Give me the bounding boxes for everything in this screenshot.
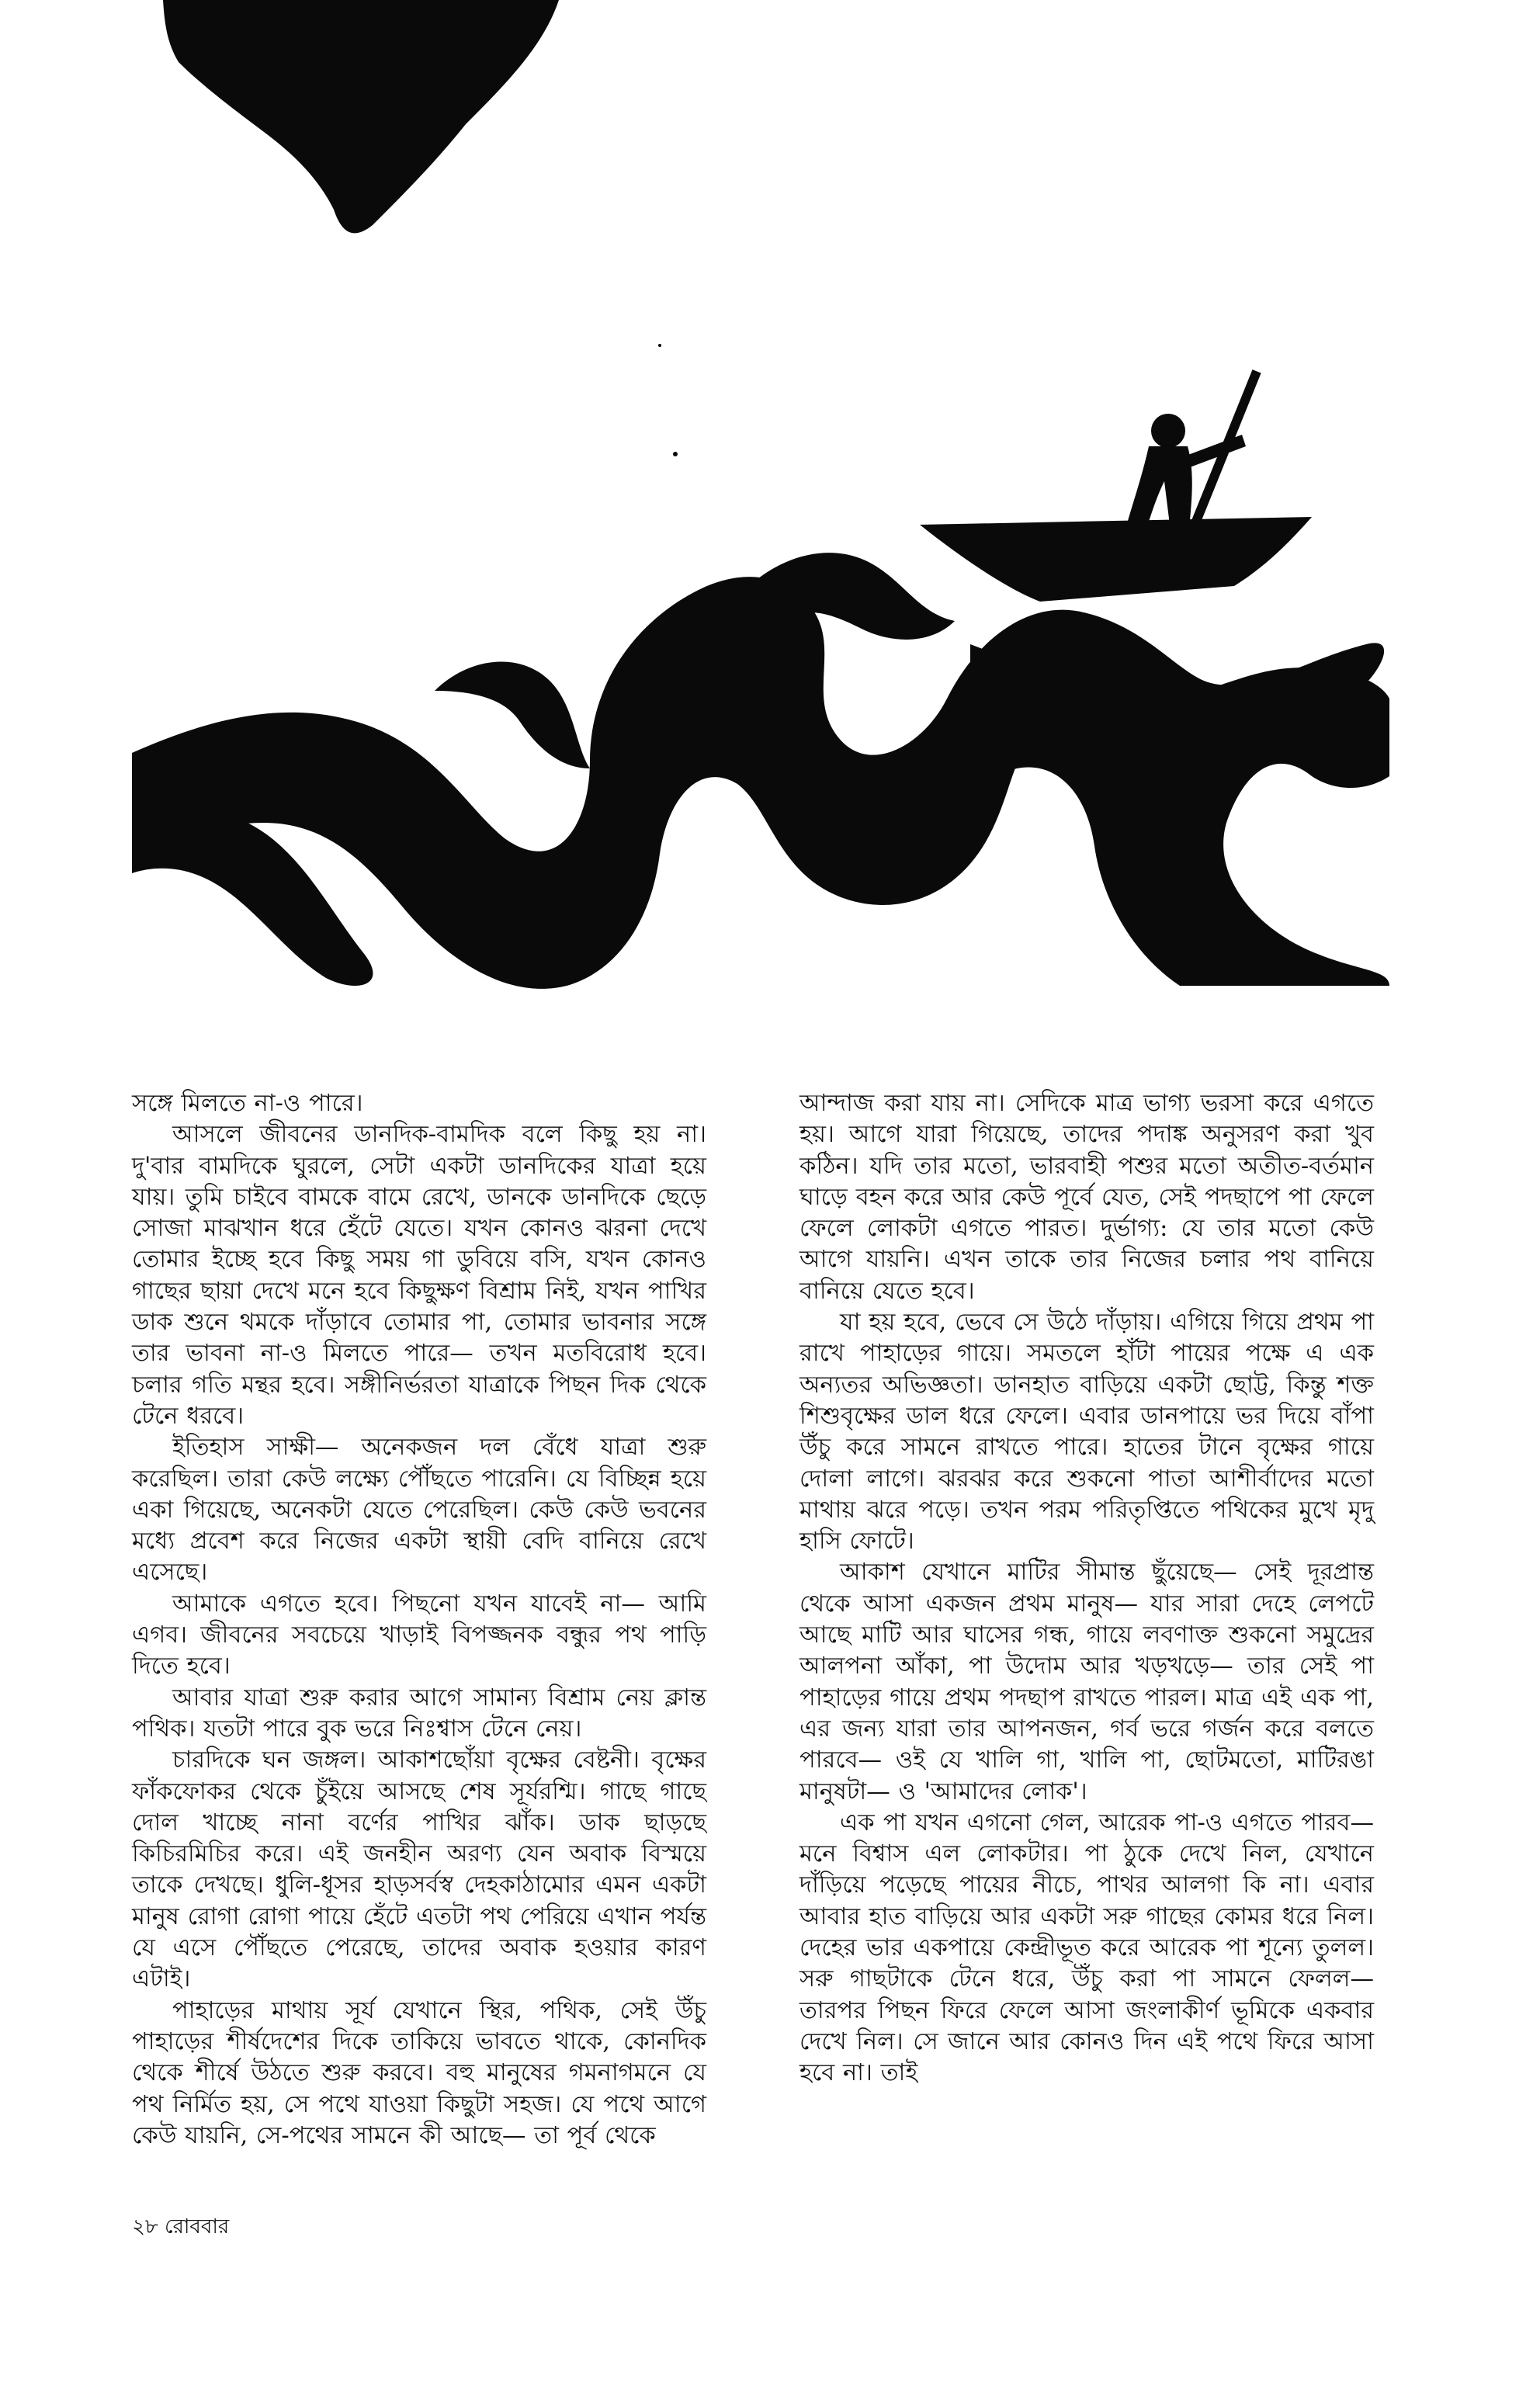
paragraph: চারদিকে ঘন জঙ্গল। আকাশছোঁয়া বৃক্ষের বেষ্টনী। বৃক্ষের ফাঁকফোকর থেকে চুঁইয়ে আসছে শেষ সূর্যরশ্মি। গাছে গাছে দোল খাচ্ছে নানা বর্ণের পাখির ঝাঁক। ডাক ছাড়ছে কিচিরমিচির করে। এই জনহীন অরণ্য যেন অবাক বিস্ময়ে তাকে দেখছে। ধুলি-ধূসর হাড়সর্বস্ব দেহকাঠামোর এমন একটা মানুষ রোগা রোগা পায়ে হেঁটে এতটা পথ পেরিয়ে এখান পর্যন্ত যে এসে পৌঁছতে পেরেছে, তাদের অবাক হওয়ার কারণ এটাই। [132, 1746, 706, 1993]
boat-icon [920, 517, 1312, 602]
paragraph: আমাকে এগতে হবে। পিছনো যখন যাবেই না— আমি এগব। জীবনের সবচেয়ে খাড়াই বিপজ্জনক বন্ধুর পথ পাড়ি দিতে হবে। [132, 1590, 706, 1680]
paragraph: এক পা যখন এগনো গেল, আরেক পা-ও এগতে পারব— মনে বিশ্বাস এল লোকটার। পা ঠুকে দেখে নিল, যেখানে দাঁড়িয়ে পড়েছে পায়ের নীচে, পাথর আলগা কি না। এবার আবার হাত বাড়িয়ে আর একটা সরু গাছের কোমর ধরে নিল। দেহের ভার একপায়ে কেন্দ্রীভূত করে আরেক পা শূন্যে তুলল। সরু গাছটাকে টেনে ধরে, উঁচু করা পা সামনে ফেলল— তারপর পিছন ফিরে ফেলে আসা জংলাকীর্ণ ভূমিকে একবার দেখে নিল। সে জানে আর কোনও দিন এই পথে ফিরে আসা হবে না। তাই [799, 1809, 1374, 2087]
paragraph: আসলে জীবনের ডানদিক-বামদিক বলে কিছু হয় না। দু'বার বামদিকে ঘুরলে, সেটা একটা ডানদিকের যাত্রা হয়ে যায়। তুমি চাইবে বামকে বামে রেখে, ডানকে ডানদিকে ছেড়ে সোজা মাঝখান ধরে হেঁটে যেতে। যখন কোনও ঝরনা দেখে তোমার ইচ্ছে হবে কিছু সময় গা ডুবিয়ে বসি, যখন কোনও গাছের ছায়া দেখে মনে হবে কিছুক্ষণ বিশ্রাম নিই, যখন পাখির ডাক শুনে থমকে দাঁড়াবে তোমার পা, তোমার ভাবনার সঙ্গে তার ভাবনা না-ও মিলতে পারে— তখন মতবিরোধ হবে। চলার গতি মন্থর হবে। সঙ্গীনির্ভরতা যাত্রাকে পিছন দিক থেকে টেনে ধরবে। [132, 1121, 706, 1430]
paragraph: আকাশ যেখানে মাটির সীমান্ত ছুঁয়েছে— সেই দূরপ্রান্ত থেকে আসা একজন প্রথম মানুষ— যার সারা দেহে লেপটে আছে মাটি আর ঘাসের গন্ধ, গায়ে লবণাক্ত শুকনো সমুদ্রের আলপনা আঁকা, পা উদোম আর খড়খড়ে— তার সেই পা পাহাড়ের গায়ে প্রথম পদছাপ রাখতে পারল। মাত্র এই এক পা, এর জন্য যারা তার আপনজন, গর্ব ভরে গর্জন করে বলতে পারবে— ওই যে খালি গা, খালি পা, ছোটমতো, মাটিরঙা মানুষটা— ও 'আমাদের লোক'। [799, 1559, 1374, 1805]
left-column [132, 1088, 706, 2152]
paragraph: আন্দাজ করা যায় না। সেদিকে মাত্র ভাগ্য ভরসা করে এগতে হয়। আগে যারা গিয়েছে, তাদের পদাঙ্ক অনুসরণ করা খুব কঠিন। যদি তার মতো, ভারবাহী পশুর মতো অতীত-বর্তমান ঘাড়ে বহন করে আর কেউ পূর্বে যেত, সেই পদছাপে পা ফেলে ফেলে লোকটা এগতে পারত। দুর্ভাগ্য: যে তার মতো কেউ আগে যায়নি। এখন তাকে তার নিজের চলার পথ বানিয়ে বানিয়ে যেতে হবে। [799, 1090, 1374, 1305]
right-column [799, 1088, 1374, 2090]
paragraph: আবার যাত্রা শুরু করার আগে সামান্য বিশ্রাম নেয় ক্লান্ত পথিক। যতটা পারে বুক ভরে নিঃশ্বাস টেনে নেয়। [132, 1684, 706, 1743]
paragraph: যা হয় হবে, ভেবে সে উঠে দাঁড়ায়। এগিয়ে গিয়ে প্রথম পা রাখে পাহাড়ের গায়ে। সমতলে হাঁটা পায়ের পক্ষে এ এক অন্যতর অভিজ্ঞতা। ডানহাত বাড়িয়ে একটা ছোট্ট, কিন্তু শক্ত শিশুবৃক্ষের ডাল ধরে ফেলে। এবার ডানপায়ে ভর দিয়ে বাঁপা উঁচু করে সামনে রাখতে পারে। হাতের টানে বৃক্ষের গায়ে দোলা লাগে। ঝরঝর করে শুকনো পাতা আশীর্বাদের মতো মাথায় ঝরে পড়ে। তখন পরম পরিতৃপ্তিতে পথিকের মুখে মৃদু হাসি ফোটে। [799, 1309, 1374, 1555]
brush-ink-illustration [0, 0, 1540, 1032]
ink-wave-5 [435, 662, 590, 768]
paragraph: ইতিহাস সাক্ষী— অনেকজন দল বেঁধে যাত্রা শুরু করেছিল। তারা কেউ লক্ষ্যে পৌঁছতে পারেনি। যে বিচ্ছিন্ন হয়ে একা গিয়েছে, অনেকটা যেতে পেরেছিল। কেউ কেউ ভবনের মধ্যে প্রবেশ করে নিজের একটা স্থায়ী বেদি বানিয়ে রেখে এসেছে। [132, 1434, 706, 1587]
page-folio: ২৮ রোববার [132, 2215, 230, 2239]
paragraph: সঙ্গে মিলতে না-ও পারে। [132, 1090, 363, 1117]
top-ink-blob [163, 0, 559, 233]
paragraph: পাহাড়ের মাথায় সূর্য যেখানে স্থির, পথিক, সেই উঁচু পাহাড়ের শীর্ষদেশের দিকে তাকিয়ে ভাবতে থাকে, কোনদিক থেকে শীর্ষে উঠতে শুরু করবে। বহু মানুষের গমনাগমনে যে পথ নির্মিত হয়, সে পথে যাওয়া কিছুটা সহজ। যে পথে আগে কেউ যায়নি, সে-পথের সামনে কী আছে— তা পূর্ব থেকে [132, 1996, 706, 2149]
